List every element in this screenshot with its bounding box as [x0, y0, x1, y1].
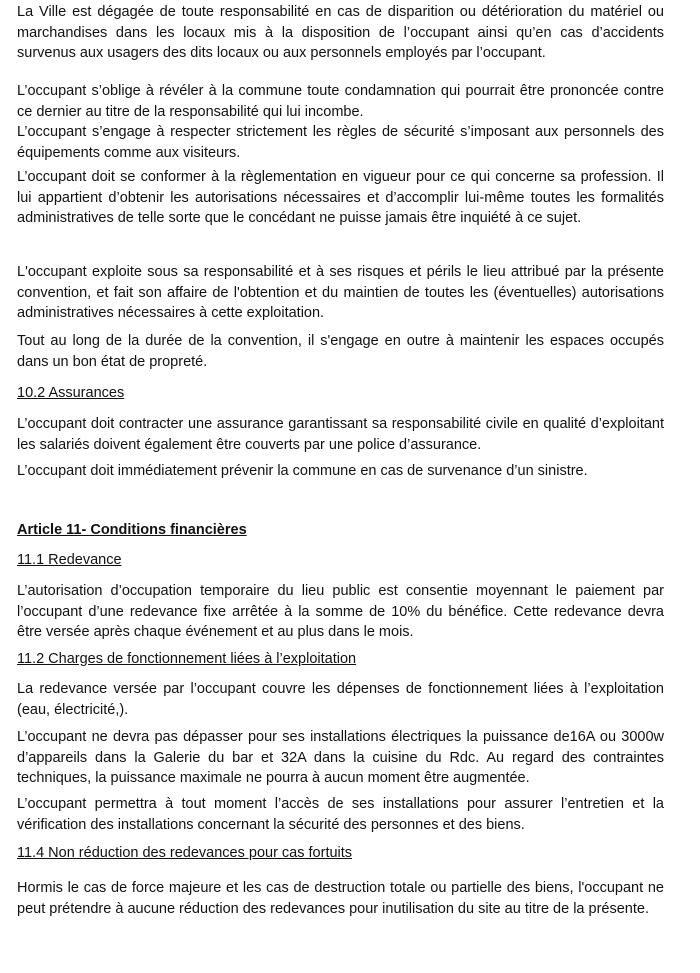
paragraph-claim-notice: L’occupant doit immédiatement prévenir la commune en cas de survenance d’un sinistre. — [17, 463, 588, 479]
paragraph-condemnation-disclosure: L’occupant s’oblige à révéler à la commune toute condamnation qui pourrait être prononcée contre ce dernier au titre de la responsabilité qui lui incombe. — [17, 83, 664, 120]
paragraph-liability-waiver: La Ville est dégagée de toute responsabilité en cas de disparition ou détérioration du matériel ou marchandises dans les locaux mis à la disposition de l’occupant ainsi qu’en cas d’accidents survenus aux usagers des dits locaux ou aux personnels employés par l’occupant. — [17, 4, 664, 61]
paragraph-installation-access: L’occupant permettra à tout moment l’accès de ses installations pour assurer l’entretien et la vérification des installations concernant la sécurité des personnes et des biens. — [17, 796, 664, 833]
heading-11-1-redevance: 11.1 Redevance — [17, 552, 122, 568]
paragraph-cleanliness: Tout au long de la durée de la convention, il s'engage en outre à maintenir les espaces occupés dans un bon état de propreté. — [17, 333, 664, 370]
heading-11-2-charges: 11.2 Charges de fonctionnement liées à l’exploitation — [17, 651, 357, 667]
paragraph-operation-responsibility: L'occupant exploite sous sa responsabilité et à ses risques et périls le lieu attribué par la présente convention, et fait son affaire de l'obtention et du maintien de toutes les (éventuelles) autorisations administratives nécessaires à cette exploitation. — [17, 264, 664, 321]
heading-10-2-assurances: 10.2 Assurances — [17, 385, 125, 401]
paragraph-regulations: L’occupant doit se conformer à la règlementation en vigueur pour ce qui concerne sa profession. Il lui appartient d’obtenir les autorisations nécessaires et d’accomplir lui-même toutes les formalités administratives de telle sorte que le concédant ne puisse jamais être inquiété à ce sujet. — [17, 169, 664, 226]
paragraph-safety-rules: L’occupant s’engage à respecter strictement les règles de sécurité s’imposant aux personnels des équipements comme aux visiteurs. — [17, 124, 664, 161]
paragraph-fee: L’autorisation d’occupation temporaire du lieu public est consentie moyennant le paiement par l’occupant d’une redevance fixe arrêtée à la somme de 10% du bénéfice. Cette redevance devra être versée après chaque événement et au plus dans le mois. — [17, 583, 664, 640]
heading-11-4-non-reduction: 11.4 Non réduction des redevances pour cas fortuits — [17, 845, 353, 861]
paragraph-insurance: L’occupant doit contracter une assurance garantissant sa responsabilité civile en qualité d’exploitant les salariés doivent également être couverts par une police d’assurance. — [17, 416, 664, 453]
paragraph-electrical-power: L’occupant ne devra pas dépasser pour ses installations électriques la puissance de16A ou 3000w d’appareils dans la Galerie du bar et 32A dans la cuisine du Rdc. Au regard des contraintes techniques, la puissance maximale ne pourra à aucun moment être augmentée. — [17, 729, 664, 786]
heading-article-11: Article 11- Conditions financières — [17, 522, 247, 538]
paragraph-force-majeure: Hormis le cas de force majeure et les cas de destruction totale ou partielle des biens, l'occupant ne peut prétendre à aucune réduction des redevances pour inutilisation du site au titre de la présente. — [17, 880, 664, 917]
paragraph-operating-costs: La redevance versée par l’occupant couvre les dépenses de fonctionnement liées à l’exploitation (eau, électricité,). — [17, 681, 664, 718]
